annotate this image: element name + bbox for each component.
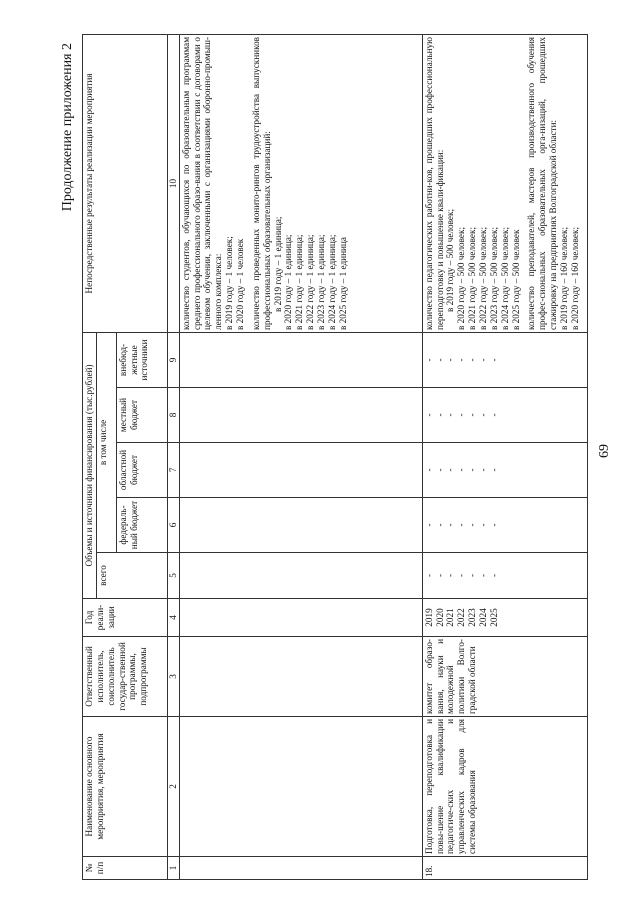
year: 2019 bbox=[423, 608, 434, 627]
result-line: в 2019 году – 160 человек; bbox=[559, 227, 570, 330]
result-line: в 2021 году – 500 человек; bbox=[467, 227, 478, 330]
header-results: Непосредственные результаты реализации мероприятия bbox=[83, 34, 168, 332]
table-row-continuation bbox=[179, 34, 422, 879]
colnum-1: 1 bbox=[167, 857, 179, 880]
result-line: в 2025 году – 1 единица bbox=[337, 237, 348, 330]
result-line: в 2020 году – 1 единица; bbox=[283, 234, 294, 330]
result-line: в 2024 году – 1 единица; bbox=[326, 234, 337, 330]
year: 2020 bbox=[434, 608, 445, 627]
program-table bbox=[82, 34, 588, 880]
header-federal: федераль-ный бюджет bbox=[116, 498, 167, 553]
colnum-8: 8 bbox=[167, 388, 179, 443]
continuation-title: Продолжение приложения 2 bbox=[60, 43, 75, 212]
result-line: в 2025 году – 500 человек bbox=[510, 229, 521, 330]
year: 2022 bbox=[456, 608, 467, 627]
year: 2024 bbox=[478, 608, 489, 627]
colnum-9: 9 bbox=[167, 332, 179, 387]
table-row-18 bbox=[422, 34, 587, 879]
result-line: в 2021 году – 1 единица; bbox=[294, 234, 305, 330]
regional-values: - - - - - - - bbox=[422, 443, 587, 498]
local-values: - - - - - - - bbox=[422, 388, 587, 443]
colnum-5: 5 bbox=[167, 553, 179, 599]
federal-values: - - - - - - - bbox=[422, 498, 587, 553]
header-including: в том числе bbox=[96, 332, 116, 552]
document-sheet bbox=[48, 35, 608, 880]
result-item: количество преподавателей, мастеров производственного обучения профес-сиональных образовательных орга-низаций, прошедших стажировку на предприятиях Волгоградской области: в 2019 году – 160 человек; в 2020 году – 160 человек; bbox=[526, 36, 580, 330]
colnum-2: 2 bbox=[167, 717, 179, 857]
result-line: в 2020 году – 160 человек; bbox=[569, 227, 580, 330]
colnum-6: 6 bbox=[167, 498, 179, 553]
result-item: количество педагогических работни-ков, прошедших профессиональную переподготовку и повышение квали-фикации: в 2019 году – 500 человек; в 2020 году – 500 человек; в 2021 году – 500 человек; в 2022 году – 500 человек; в 2023 году – 500 человек; в 2024 году – 500 человек; в 2025 году – 500 человек bbox=[423, 36, 521, 330]
extra-values: - - - - - - - bbox=[422, 332, 587, 387]
header-responsible: Ответственный исполнитель, соисполнитель государ-ственной программы, подпрограммы bbox=[83, 637, 168, 717]
result-line: в 2020 году – 500 человек; bbox=[456, 227, 467, 330]
header-local: местный бюджет bbox=[116, 388, 167, 443]
result-line: в 2023 году – 500 человек; bbox=[488, 227, 499, 330]
colnum-10: 10 bbox=[167, 34, 179, 332]
column-numbers-row bbox=[167, 34, 179, 879]
result-line: в 2024 году – 500 человек; bbox=[499, 227, 510, 330]
row-responsible: комитет образо-вания, науки и молодежной политики Волго-градской области bbox=[422, 637, 587, 717]
result-line: в 2022 году – 1 единица; bbox=[305, 234, 316, 330]
year: 2025 bbox=[488, 608, 499, 627]
header-extra: внебюд-жетные источники bbox=[116, 332, 167, 387]
colnum-7: 7 bbox=[167, 443, 179, 498]
header-row-1 bbox=[83, 34, 97, 879]
header-regional: областной бюджет bbox=[116, 443, 167, 498]
result-line: в 2019 году – 500 человек; bbox=[445, 209, 456, 312]
page-number: 69 bbox=[597, 444, 612, 458]
rotated-page bbox=[48, 35, 608, 880]
row-number: 18. bbox=[422, 857, 587, 880]
results-cell-prev bbox=[179, 34, 422, 332]
result-item: количество студентов, обучающихся по образовательным программам среднего профессионального образо-вания в соответствии с договорами о целевом обучении, заключенными с организациями оборонно-промыш-ленного комплекса: в 2019 году – 1 человек; в 2020 году – 1 человек bbox=[180, 36, 246, 330]
colnum-4: 4 bbox=[167, 599, 179, 637]
row-name: Подготовка, переподготовка и повы-шение квалификации педагогиче-ских и управленческих кадров для системы образования bbox=[422, 717, 587, 857]
result-line: в 2020 году – 1 человек bbox=[235, 238, 246, 330]
result-line: в 2019 году – 1 человек; bbox=[224, 236, 235, 330]
header-total: всего bbox=[96, 553, 167, 599]
colnum-3: 3 bbox=[167, 637, 179, 717]
header-name: Наименование основного мероприятия, мероприятия bbox=[83, 717, 168, 857]
header-year: Год реали-зации bbox=[83, 599, 168, 637]
results-cell-18 bbox=[422, 34, 587, 332]
year: 2021 bbox=[445, 608, 456, 627]
year: 2023 bbox=[467, 608, 478, 627]
result-line: в 2022 году – 500 человек; bbox=[478, 227, 489, 330]
header-funding: Объемы и источники финансирования (тыс.рублей) bbox=[83, 332, 97, 598]
total-values: - - - - - - - bbox=[422, 553, 587, 599]
row-years bbox=[422, 599, 587, 637]
result-line: в 2019 году – 1 единица; bbox=[272, 216, 283, 312]
result-line: в 2023 году – 1 единица; bbox=[316, 234, 327, 330]
header-no: № п/п bbox=[83, 857, 168, 880]
result-item: количество проведенных монито-рингов трудоустройства выпускников профессиональных образовательных организаций: в 2019 году – 1 единица; в 2020 году – 1 единица; в 2021 году – 1 единица; в 2022 году – 1 единица; в 2023 году – 1 единица; в 2024 году – 1 единица; в 2025 году – 1 единица bbox=[250, 36, 348, 330]
